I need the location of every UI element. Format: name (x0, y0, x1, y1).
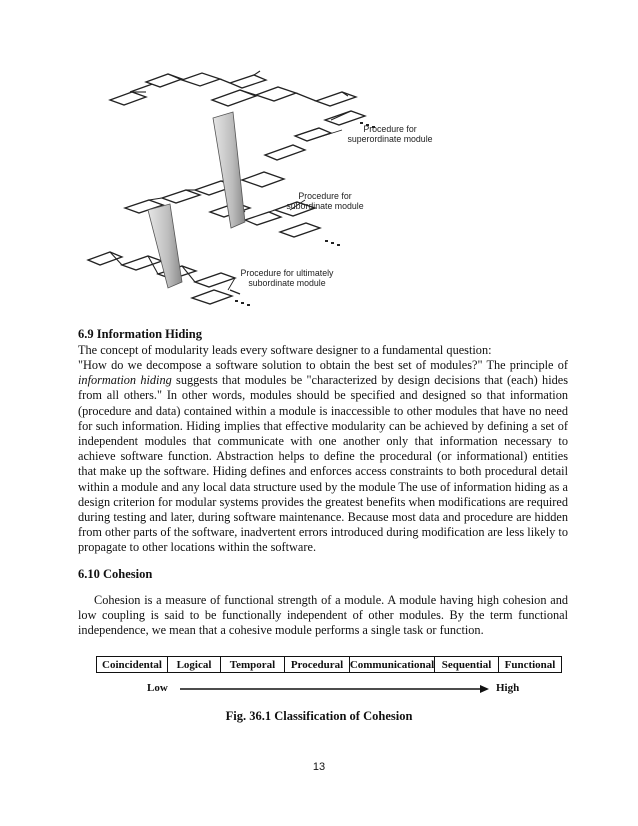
label-subordinate-line2: subordinate module (286, 201, 364, 211)
label-ultimately-subordinate (222, 268, 352, 288)
scale-cell-coincidental: Coincidental (97, 657, 168, 672)
label-subordinate (275, 191, 375, 211)
label-superordinate-line2: superordinate module (347, 134, 433, 144)
page-number: 13 (312, 761, 326, 773)
information-hiding-paragraph (78, 358, 568, 556)
module-hierarchy-figure (70, 60, 510, 320)
cohesion-scale (96, 656, 562, 673)
information-hiding-term: information hiding (78, 373, 172, 388)
scale-low-label: Low (147, 682, 168, 694)
label-ultimately-line2: subordinate module (248, 278, 326, 288)
scale-cell-functional: Functional (504, 658, 556, 671)
scale-cell-logical: Logical (168, 657, 221, 672)
section-heading-cohesion: 6.10 Cohesion (78, 567, 153, 581)
section-heading-information-hiding: 6.9 Information Hiding (78, 327, 202, 341)
scale-arrow (180, 683, 490, 695)
information-hiding-text-1: "How do we decompose a software solution to obtain the best set of modules?" The principle of (78, 358, 568, 372)
scale-cell-temporal: Temporal (221, 657, 285, 672)
label-subordinate-line1: Procedure for (298, 191, 352, 201)
label-superordinate-line1: Procedure for (363, 124, 417, 134)
scale-cell-communicational: Communicational (349, 658, 435, 671)
information-hiding-text-2: suggests that modules be "characterized by design decisions that (each) hides from all others." In other words, modules should be specified and designed so that information (procedure and data) contained within a module is inaccessible to other modules that have no need for such information. Hiding implies that effective modularity can be achieved by defining a set of independent modules that communicate with one another only that information necessary to achieve software function. Abstraction helps to define the procedural (or informational) entities that make up the software. Hiding defines and enforces access constraints to both procedural detail within a module and any local data structure used by the module The use of information hiding as a design criterion for modular systems provides the greatest benefits when modifications are required during testing and later, during software maintenance. Because most data and procedure are hidden from other parts of the software, inadvertent errors introduced during modification are less likely to propagate to other locations within the software. (78, 373, 569, 555)
label-ultimately-line1: Procedure for ultimately (240, 268, 334, 278)
scale-high-label: High (496, 682, 520, 694)
information-hiding-intro: The concept of modularity leads every software designer to a fundamental question: (78, 343, 492, 357)
cohesion-paragraph: Cohesion is a measure of functional strength of a module. A module having high cohesion and low coupling is said to be functionally independent of other modules. By the term functional independence, we mean that a cohesive module performs a single task or function. (78, 593, 568, 638)
scale-cell-sequential: Sequential (435, 657, 499, 672)
label-superordinate (335, 124, 445, 144)
figure-caption: Fig. 36.1 Classification of Cohesion (225, 709, 413, 723)
scale-cell-procedural: Procedural (285, 657, 350, 672)
